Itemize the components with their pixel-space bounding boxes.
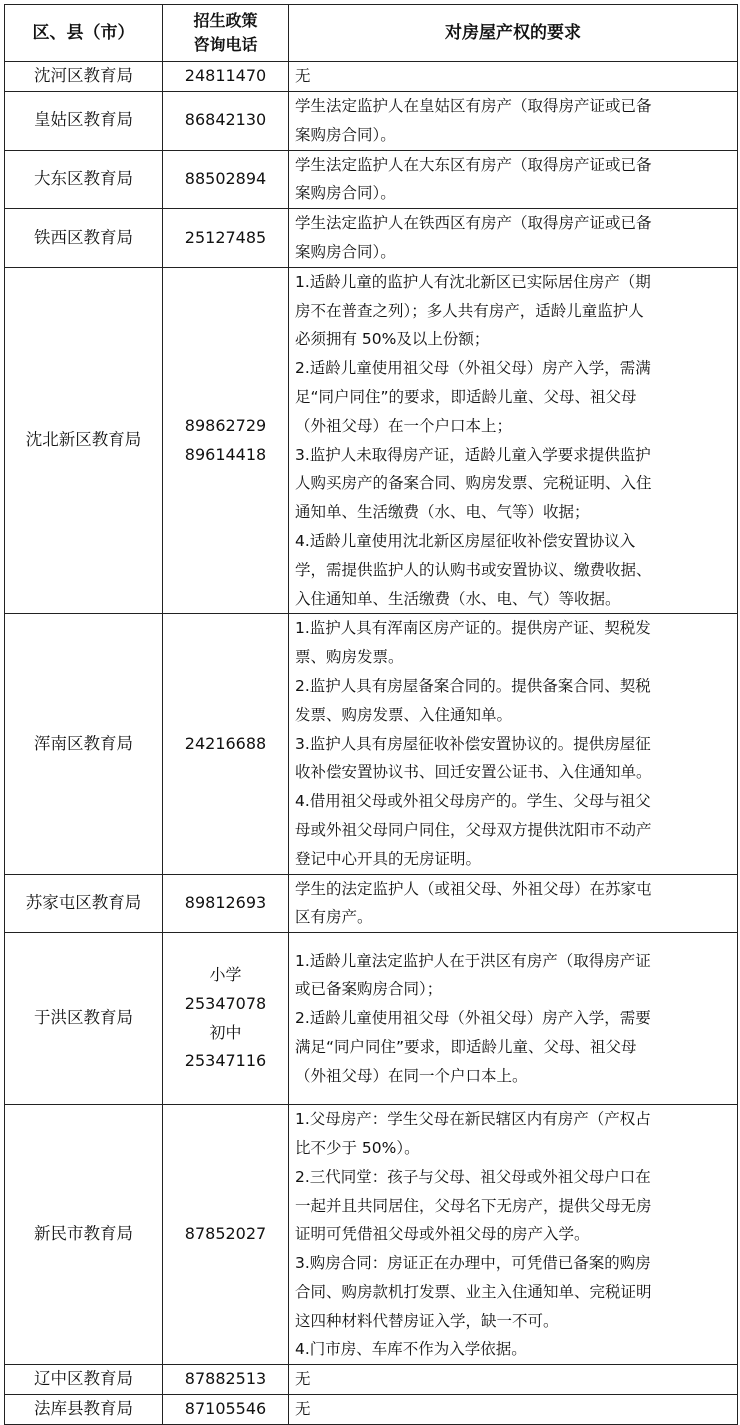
requirement-header: 对房屋产权的要求 [289, 5, 738, 62]
phone-line: 25127485 [184, 227, 267, 247]
requirement-line: 学生法定监护人在铁西区有房产（取得房产证或已备 [295, 214, 652, 233]
district-header: 区、县（市） [5, 5, 163, 62]
requirement-line: 母或外祖父母同户同住，父母双方提供沈阳市不动产 [295, 820, 652, 839]
phone-line: 初中 [209, 1022, 242, 1042]
requirement-line: 或已备案购房合同）； [295, 980, 443, 999]
table-row [5, 209, 738, 268]
phone-cell [163, 1395, 289, 1425]
requirement-line: 无 [295, 1400, 311, 1419]
table-row [5, 1105, 738, 1365]
requirement-line: 学生法定监护人在皇姑区有房产（取得房产证或已备 [295, 97, 652, 115]
requirement-line: 2.适龄儿童使用祖父母（外祖父母）房产入学，需要 [295, 1009, 651, 1028]
requirement-line: 这四种材料代替房证入学，缺一不可。 [295, 1311, 559, 1330]
requirement-cell [289, 1395, 738, 1425]
phone-line: 25347116 [184, 1051, 267, 1071]
phone-cell [163, 267, 289, 614]
requirement-line: 无 [295, 1370, 311, 1389]
requirement-line: 登记中心开具的无房证明。 [295, 849, 482, 868]
phone-cell [163, 1105, 289, 1365]
requirement-cell [289, 933, 738, 1105]
requirement-line: 案购房合同）。 [295, 125, 396, 144]
requirement-cell [289, 874, 738, 933]
phone-cell [163, 874, 289, 933]
requirement-line: 满足“同户同住”要求，即适龄儿童、父母、祖父母 [295, 1038, 637, 1056]
requirement-line: 1.适龄儿童法定监护人在于洪区有房产（取得房产证 [295, 951, 651, 970]
requirement-line: 合同、购房款机打发票、业主入住通知单、完税证明 [295, 1282, 652, 1301]
requirement-line: 足“同户同住”的要求，即适龄儿童、父母、祖父母 [295, 387, 637, 406]
requirement-cell [289, 62, 738, 92]
requirement-line: 2.三代同堂：孩子与父母、祖父母或外祖父母户口在 [295, 1167, 651, 1186]
requirement-cell [289, 614, 738, 874]
district-cell: 沈北新区教育局 [5, 267, 163, 614]
phone-line: 87882513 [184, 1369, 267, 1389]
district-cell: 沈河区教育局 [5, 62, 163, 92]
district-cell: 于洪区教育局 [5, 933, 163, 1105]
requirement-line: 证明可凭借祖父母或外祖父母的房产入学。 [295, 1225, 590, 1244]
requirement-line: （外祖父母）在一个户口本上； [295, 416, 513, 435]
requirement-line: 3.购房合同：房证正在办理中，可凭借已备案的购房 [295, 1254, 651, 1273]
district-cell: 新民市教育局 [5, 1105, 163, 1365]
table-row [5, 1395, 738, 1425]
requirement-line: 1.适龄儿童的监护人有沈北新区已实际居住房产（期 [295, 272, 651, 291]
district-cell: 大东区教育局 [5, 150, 163, 209]
table-row [5, 267, 738, 614]
phone-line: 89862729 [184, 415, 267, 435]
requirement-line: 通知单、生活缴费（水、电、气等）收据； [295, 503, 590, 522]
table-row [5, 874, 738, 933]
phone-cell [163, 933, 289, 1105]
requirement-line: 必须拥有 50%及以上份额； [295, 330, 490, 349]
requirement-line: 2.监护人具有房屋备案合同的。提供备案合同、契税 [295, 676, 651, 695]
table-row [5, 933, 738, 1105]
phone-line: 88502894 [184, 168, 267, 188]
requirement-line: 房不在普查之列）；多人共有房产，适龄儿童监护人 [295, 301, 644, 320]
phone-line: 87852027 [184, 1224, 267, 1244]
requirement-cell [289, 150, 738, 209]
requirement-line: 4.适龄儿童使用沈北新区房屋征收补偿安置协议入 [295, 531, 636, 550]
requirement-line: 1.父母房产：学生父母在新民辖区内有房产（产权占 [295, 1110, 651, 1129]
phone-line: 24216688 [184, 733, 267, 753]
district-cell: 辽中区教育局 [5, 1365, 163, 1395]
phone-header [163, 5, 289, 62]
requirement-cell [289, 92, 738, 151]
requirement-line: 票、购房发票。 [295, 648, 404, 667]
phone-line: 86842130 [184, 110, 267, 130]
requirement-line: 学生法定监护人在大东区有房产（取得房产证或已备 [295, 155, 652, 174]
requirement-line: 3.监护人具有房屋征收补偿安置协议的。提供房屋征 [295, 734, 651, 753]
requirement-line: 发票、购房发票、入住通知单。 [295, 705, 513, 724]
requirement-line: 3.监护人未取得房产证，适龄儿童入学要求提供监护 [295, 445, 651, 464]
table-row [5, 614, 738, 874]
requirement-line: 比不少于 50%）。 [295, 1138, 420, 1157]
table-row [5, 62, 738, 92]
header-row [5, 5, 738, 62]
table-row [5, 150, 738, 209]
requirement-line: 4.门市房、车库不作为入学依据。 [295, 1340, 527, 1359]
phone-line: 89812693 [184, 892, 267, 912]
enrollment-policy-table [4, 4, 738, 1425]
requirement-line: 学生的法定监护人（或祖父母、外祖父母）在苏家屯 [295, 879, 652, 898]
requirement-line: 4.借用祖父母或外祖父母房产的。学生、父母与祖父 [295, 792, 651, 811]
requirement-cell [289, 1365, 738, 1395]
requirement-line: 人购买房产的备案合同、购房发票、完税证明、入住 [295, 474, 652, 493]
phone-line: 小学 [209, 965, 242, 985]
district-cell: 皇姑区教育局 [5, 92, 163, 151]
requirement-line: 案购房合同）。 [295, 184, 396, 203]
requirement-line: 1.监护人具有浑南区房产证的。提供房产证、契税发 [295, 619, 651, 638]
table-row [5, 1365, 738, 1395]
requirement-line: 2.适龄儿童使用祖父母（外祖父母）房产入学，需满 [295, 359, 651, 378]
requirement-line: 学，需提供监护人的认购书或安置协议、缴费收据、 [295, 560, 652, 579]
phone-header-line1: 招生政策 [193, 11, 258, 30]
requirement-cell [289, 209, 738, 268]
phone-line: 87105546 [184, 1399, 267, 1419]
phone-cell [163, 150, 289, 209]
requirement-line: （外祖父母）在同一个户口本上。 [295, 1066, 528, 1085]
requirement-cell [289, 1105, 738, 1365]
district-cell: 铁西区教育局 [5, 209, 163, 268]
phone-cell [163, 209, 289, 268]
phone-line: 89614418 [184, 444, 267, 464]
district-cell: 苏家屯区教育局 [5, 874, 163, 933]
requirement-line: 一起并且共同居住，父母名下无房产，提供父母无房 [295, 1196, 652, 1215]
district-cell: 法库县教育局 [5, 1395, 163, 1425]
phone-cell [163, 614, 289, 874]
district-cell: 浑南区教育局 [5, 614, 163, 874]
table-row [5, 92, 738, 151]
requirement-line: 入住通知单、生活缴费（水、电、气）等收据。 [295, 589, 621, 608]
requirement-line: 收补偿安置协议书、回迁安置公证书、入住通知单。 [295, 763, 652, 782]
requirement-cell [289, 267, 738, 614]
requirement-line: 无 [295, 67, 311, 86]
phone-cell [163, 92, 289, 151]
requirement-line: 案购房合同）。 [295, 242, 396, 261]
phone-cell [163, 62, 289, 92]
phone-line: 24811470 [184, 66, 267, 86]
requirement-line: 区有房产。 [295, 908, 373, 927]
phone-header-line2: 咨询电话 [193, 35, 258, 54]
phone-cell [163, 1365, 289, 1395]
phone-line: 25347078 [184, 993, 267, 1013]
